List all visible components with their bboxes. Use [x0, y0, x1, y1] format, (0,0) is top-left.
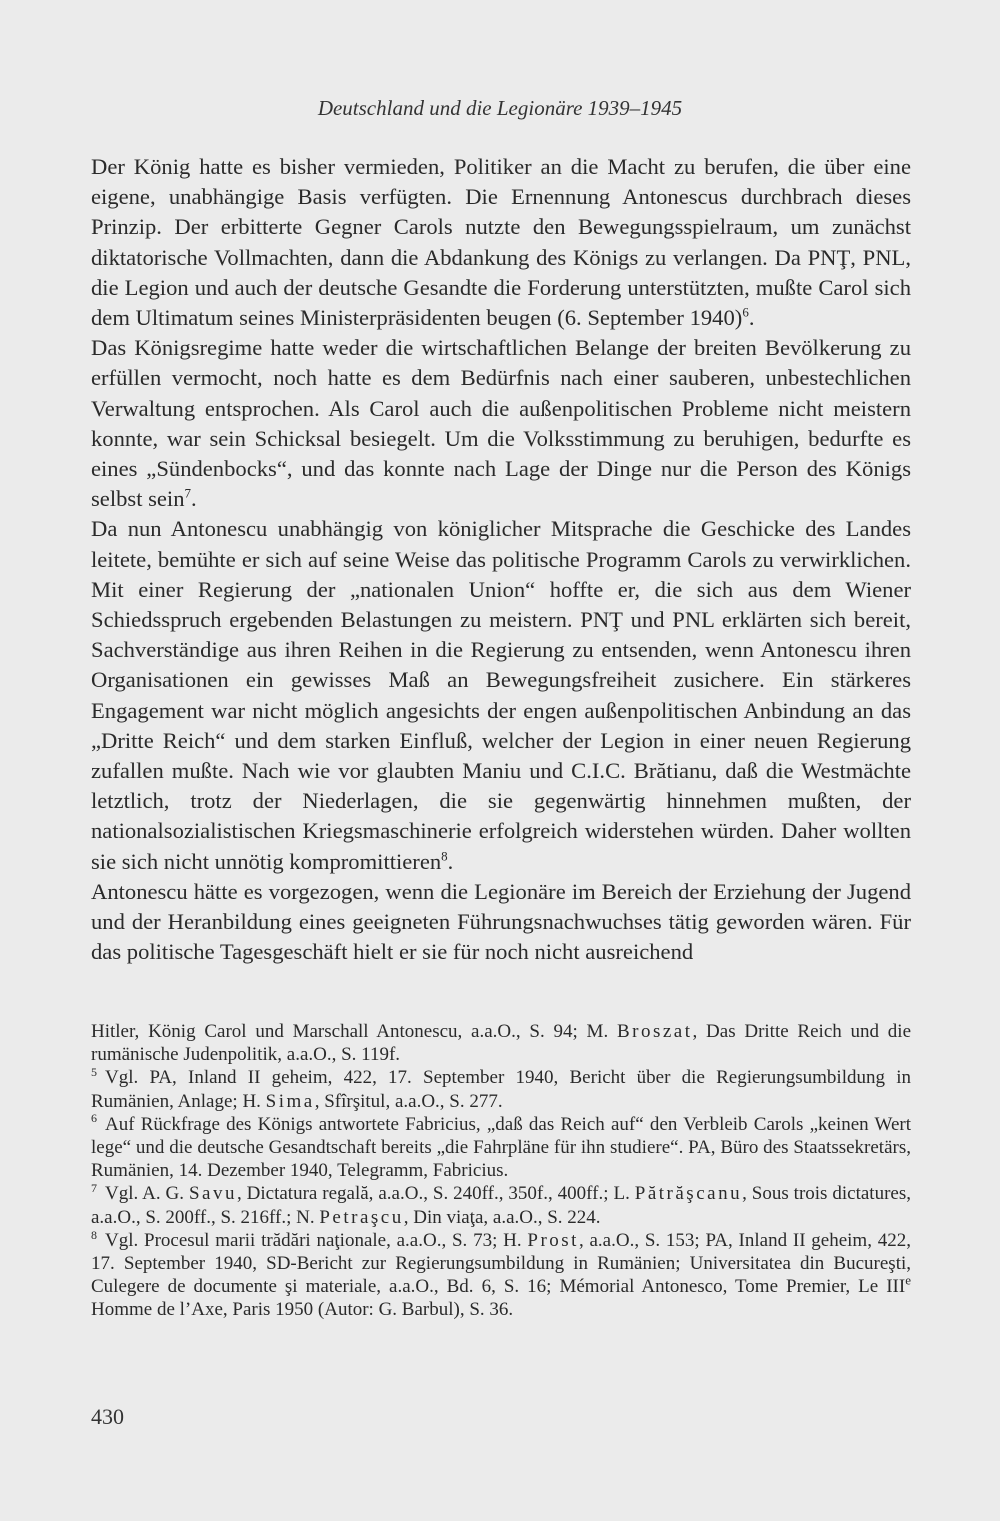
paragraph-text: Der König hatte es bisher vermieden, Politiker an die Macht zu berufen, die über eine eigene, unabhängige Basis verfügten. Die Ernennung Antonescus durchbrach dieses Prinzip. Der erbitterte Gegner Carols nutzte den Bewegungsspielraum, um zunächst diktatorische Vollmachten, dann die Abdankung des Königs zu verlangen. Da PNŢ, PNL, die Legion und auch der deutsche Gesandte die Forderung unterstützten, mußte Carol sich dem Ultimatum seines Ministerpräsidenten beugen (6. September 1940) [91, 154, 911, 331]
footnote-text: Vgl. Procesul marii trădări naţionale, a.a.O., S. 73; H. [105, 1229, 528, 1251]
footnote-number: 5 [91, 1065, 97, 1080]
body-text [91, 152, 911, 967]
footnote-text: Homme de l’Axe, Paris 1950 (Autor: G. Barbul), S. 36. [91, 1299, 514, 1321]
superscript: e [905, 1272, 911, 1288]
footnote [91, 1182, 911, 1228]
author-name: Pătrăşcanu [634, 1183, 743, 1205]
footnote-text: Vgl. PA, Inland II geheim, 422, 17. September 1940, Bericht über die Regierungsumbildung in Rumänien, Anlage; H. [91, 1067, 911, 1112]
footnote-number: 7 [91, 1181, 97, 1196]
paragraph-end: . [447, 848, 454, 874]
paragraph-text: Da nun Antonescu unabhängig von königlicher Mitsprache die Geschicke des Landes leitete, bemühte er sich auf seine Weise das politische Programm Carols zu verwirklichen. Mit einer Regierung der „nationalen Union“ hoffte er, die sich aus dem Wiener Schiedsspruch ergebenden Belastungen zu meistern. PNŢ und PNL erklärten sich bereit, Sachverständige aus ihren Reihen in die Regierung zu entsenden, wenn Antonescu ihren Organisationen ein gewisses Maß an Bewegungsfreiheit zusichere. Ein stärkeres Engagement war nicht möglich angesichts der engen außenpolitischen Anbindung an das „Dritte Reich“ und dem starken Einfluß, welcher der Legion in einer neuen Regierung zufallen mußte. Nach wie vor glaubten Maniu und C.I.C. Brătianu, daß die Westmächte letztlich, trotz der Niederlagen, die sie gegenwärtig hinnehmen mußten, der nationalsozialistischen Kriegsmaschinerie erfolgreich widerstehen würden. Daher wollten sie sich nicht unnötig kompromittieren [91, 516, 911, 874]
paragraph [91, 877, 911, 968]
footnote [91, 1113, 911, 1183]
footnote-text: , Sous trois dictatures, a.a.O., S. 200ff., S. 216ff.; N. [91, 1183, 911, 1228]
author-name: Prost [527, 1229, 579, 1251]
paragraph-text: Das Königsregime hatte weder die wirtschaftlichen Belange der breiten Bevölkerung zu erfüllen vermocht, noch hatte es dem Bedürfnis nach einer sauberen, unbestechlichen Verwaltung entsprochen. Als Carol auch die außenpolitischen Probleme nicht meistern konnte, war sein Schicksal besiegelt. Um die Volksstimmung zu beruhigen, bedurfte es eines „Sündenbocks“, und das konnte nach Lage der Dinge nur die Person des Königs selbst sein [91, 335, 911, 512]
footnote-number: 8 [91, 1227, 97, 1242]
author-name: Petraşcu [319, 1206, 404, 1228]
footnote-continuation [91, 1020, 911, 1066]
paragraph [91, 333, 911, 514]
author-name: Savu [188, 1183, 237, 1205]
paragraph [91, 152, 911, 333]
footnote-text: Vgl. A. G. [105, 1183, 189, 1205]
footnote-text: , Sfîrşitul, a.a.O., S. 277. [314, 1090, 503, 1112]
paragraph-end: . [748, 305, 755, 331]
footnote [91, 1229, 911, 1322]
footnote-text: , a.a.O., S. 153; PA, Inland II geheim, 422, 17. September 1940, SD-Bericht zur Regierungsumbildung in Rumänien; Universitatea din Bucureşti, Culegere de documente şi materiale, a.a.O., Bd. 6, S. 16; Mémorial Antonesco, Tome Premier, Le III [91, 1229, 911, 1298]
footnote-text: Hitler, König Carol und Marschall Antonescu, a.a.O., S. 94; M. [91, 1021, 617, 1042]
footnote-text: , Din viaţa, a.a.O., S. 224. [403, 1206, 601, 1228]
footnote [91, 1066, 911, 1112]
footnote-number: 6 [91, 1111, 97, 1126]
running-header: Deutschland und die Legionäre 1939–1945 [317, 96, 683, 120]
page-number: 430 [91, 1404, 124, 1429]
paragraph-end: . [191, 486, 197, 512]
footnote-text: , Dictatura regală, a.a.O., S. 240ff., 350f., 400ff.; L. [236, 1183, 635, 1205]
author-name: Sima [265, 1090, 315, 1112]
footnote-ref: 7 [184, 485, 192, 501]
paragraph [91, 514, 911, 876]
footnote-text: Auf Rückfrage des Königs antwortete Fabricius, „daß das Reich auf“ den Verbleib Carols „keinen Wert lege“ und die deutsche Gesandtschaft bereits „die Fahrpläne für ihn studiere“. PA, Büro des Staatssekretärs, Rumänien, 14. Dezember 1940, Telegramm, Fabricius. [91, 1113, 911, 1182]
footnote-ref: 6 [742, 304, 749, 320]
author-name: Broszat [616, 1021, 693, 1042]
footnote-text: , Das Dritte Reich und die rumänische Judenpolitik, a.a.O., S. 119f. [91, 1021, 912, 1066]
paragraph-text: Antonescu hätte es vorgezogen, wenn die Legionäre im Bereich der Erziehung der Jugend und der Heranbildung eines geeigneten Führungsnachwuchses tätig geworden wären. Für das politische Tagesgeschäft hielt er sie für noch nicht ausreichend [91, 878, 911, 965]
footnotes [91, 1020, 911, 1322]
footnote-ref: 8 [441, 848, 448, 864]
